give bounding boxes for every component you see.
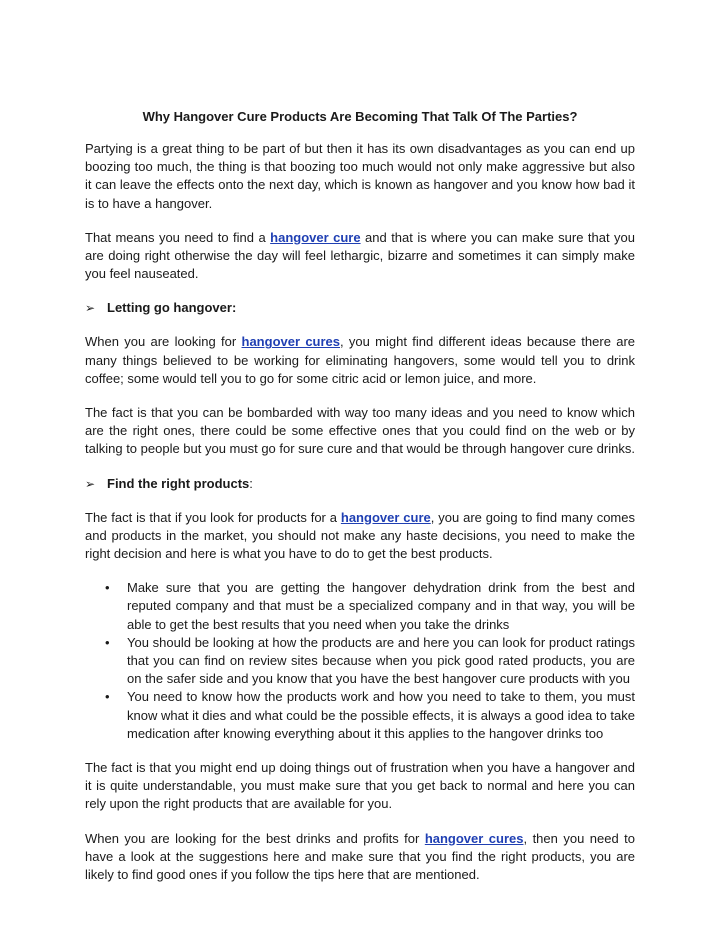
paragraph-look-for-products [85,509,635,564]
paragraph-need-cure [85,229,635,284]
text-run: , you might find different ideas because there are many things believed to be working for eliminating hangovers, some would tell you to drink coffee; some would tell you to go for some citric acid or lemon juice, and more. [85,334,636,386]
list-item-text: You need to know how the products work and how you need to take to them, you must know what it dies and what could be the possible effects, it is always a good idea to take medication after knowing everything about it this applies to the hangover drinks too [127,689,635,741]
bullet-icon: • [105,689,110,705]
paragraph-intro: Partying is a great thing to be part of but then it has its own disadvantages as you can end up boozing too much, the thing is that boozing too much would not only make aggressive but also it can leave the effects onto the next day, which is known as hangover and you know how bad it is to have a hangover. [85,141,635,211]
paragraph-bombarded: The fact is that you can be bombarded with way too many ideas and you need to know which are the right ones, there could be some effective ones that you could find on the web or by talking to people but you must go for sure cure and that would be through hangover cure drinks. [85,405,635,457]
list-item-text: Make sure that you are getting the hangover dehydration drink from the best and reputed company and that must be a specialized company and in that way, you will be able to get the best results that you need when you take the drinks [127,580,635,632]
text-run: , then you need to have a look at the suggestions here and make sure that you find the right products, you are likely to find good ones if you follow the tips here that are mentioned. [85,830,635,883]
text-run: When you are looking for the best drinks and profits for [85,830,425,846]
bullet-icon: • [105,634,110,650]
arrow-bullet-icon: ➢ [85,301,96,316]
arrow-bullet-icon: ➢ [85,476,96,491]
hangover-cure-link[interactable]: hangover cure [340,509,431,525]
bullet-icon: • [105,580,110,596]
tips-list [85,579,635,743]
document-title: Why Hangover Cure Products Are Becoming That Talk Of The Parties? [142,109,578,124]
document-page [85,108,635,900]
subheading-colon: : [249,475,253,491]
list-item [85,688,635,743]
subheading-text: Letting go hangover: [107,300,237,316]
text-run: and that is where you can make sure that you are doing right otherwise the day will feel lethargic, bizarre and sometimes it can simply make you feel nauseated. [85,229,635,282]
text-run: The fact is that if you look for products for a [85,509,341,525]
paragraph-looking-for-cures [85,333,635,388]
paragraph-frustration: The fact is that you might end up doing things out of frustration when you have a hangover and it is quite understandable, you must make sure that you get back to normal and here you can rely upon the right products that are available for you. [85,760,635,812]
text-run: That means you need to find a [85,229,271,245]
subheading-find-products [85,475,635,493]
subheading-text: Find the right products [107,475,250,491]
text-run: , you are going to find many comes and products in the market, you should not make any haste decisions, you need to make the right decision and here is what you have to do to get the best products. [85,509,635,562]
subheading-letting-go [85,299,635,317]
text-run: When you are looking for [85,334,242,350]
hangover-cures-link[interactable]: hangover cures [424,830,524,846]
list-item-text: You should be looking at how the products are and here you can look for product ratings that you can find on review sites because when you pick good rated products, you are on the safer side and you know that you have the best hangover cure products with you [127,634,635,687]
hangover-cures-link[interactable]: hangover cures [241,334,341,350]
list-item [85,634,635,689]
list-item [85,579,635,634]
hangover-cure-link[interactable]: hangover cure [270,229,361,245]
paragraph-best-drinks [85,830,635,885]
